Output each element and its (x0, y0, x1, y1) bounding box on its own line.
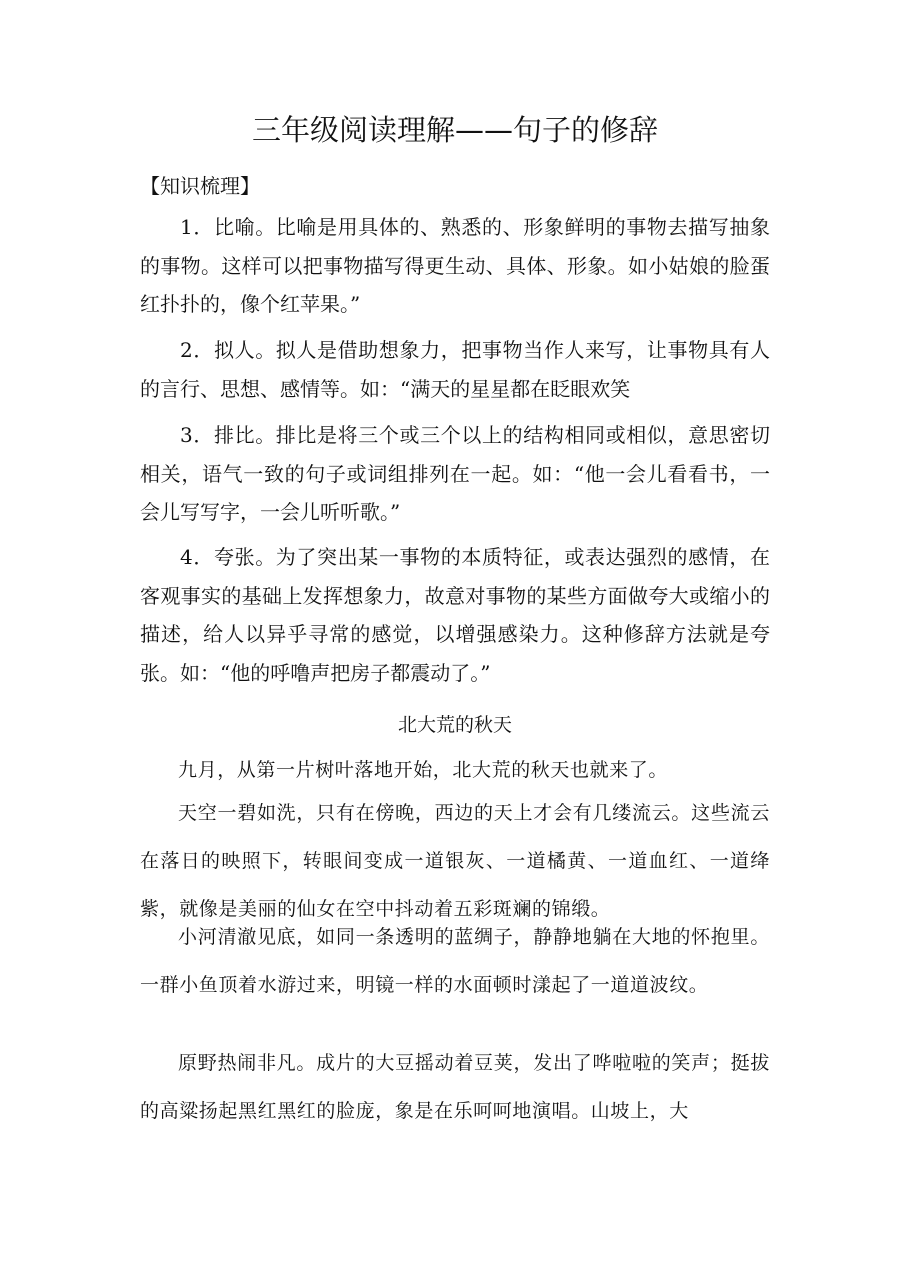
story-title: 北大荒的秋天 (397, 714, 512, 736)
story-paragraph: 小河清澈见底，如同一条透明的蓝绸子，静静地躺在大地的怀抱里。一群小鱼顶着水游过来，明镜一样的水面顿时漾起了一道道波纹。 (140, 926, 770, 996)
story-paragraph: 原野热闹非凡。成片的大豆摇动着豆荚，发出了哗啦啦的笑声；挺拔的高粱扬起黑红黑红的脸庞，象是在乐呵呵地演唱。山坡上，大 (140, 1052, 770, 1122)
knowledge-item-hyperbole: 4．夸张。为了突出某一事物的本质特征，或表达强烈的感情，在客观事实的基础上发挥想象力，故意对事物的某些方面做夸大或缩小的描述，给人以异乎寻常的感觉，以增强感染力。这种修辞方法就是夸张。如：“他的呼噜声把房子都震动了。” (140, 545, 770, 685)
story-paragraph: 九月，从第一片树叶落地开始，北大荒的秋天也就来了。 (178, 759, 669, 781)
document-title: 三年级阅读理解——句子的修辞 (251, 113, 658, 147)
section-label-knowledge: 【知识梳理】 (140, 174, 260, 198)
story-paragraph: 天空一碧如洗，只有在傍晚，西边的天上才会有几缕流云。这些流云在落日的映照下，转眼间变成一道银灰、一道橘黄、一道血红、一道绛紫，就像是美丽的仙女在空中抖动着五彩斑斓的锦缎。 (140, 802, 770, 920)
knowledge-item-personification: 2．拟人。拟人是借助想象力，把事物当作人来写，让事物具有人的言行、思想、感情等。如：“满天的星星都在眨眼欢笑 (140, 338, 770, 401)
knowledge-item-parallelism: 3．排比。排比是将三个或三个以上的结构相同或相似，意思密切相关，语气一致的句子或词组排列在一起。如：“他一会儿看看书，一会儿写写字，一会儿听听歌。” (140, 423, 770, 524)
knowledge-item-metaphor: 1．比喻。比喻是用具体的、熟悉的、形象鲜明的事物去描写抽象的事物。这样可以把事物描写得更生动、具体、形象。如小姑娘的脸蛋红扑扑的，像个红苹果。” (140, 215, 770, 316)
